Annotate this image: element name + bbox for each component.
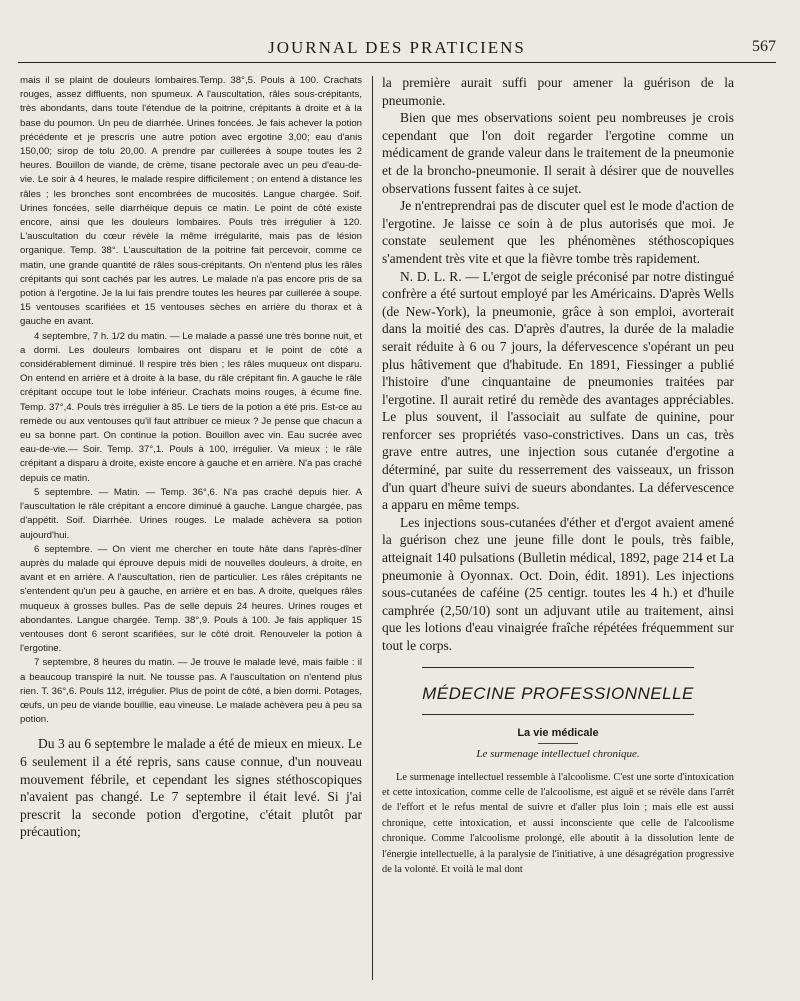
editor-note-paragraph: N. D. L. R. — L'ergot de seigle préconisé par notre distingué confrère a été surtout employé par les Américains. D'après Wells (de New-York), la pneumonie, grâce à son emploi, avorterait dans la moitié des cas. D'après d'autres, la durée de la maladie serait réduite à 6 ou 7 jours, la défervescence s'opérant un peu plus hâtivement que d'habitude. En 1891, Fiessinger a publié l'histoire d'une cinquantaine de pneumonies traitées par l'ergotine. Il aurait retiré du remède des avantages appréciables. Le plus souvent, il l'associait au sulfate de quinine, pour renforcer ses propriétés vaso-constrictives. Dans un cas, très grave entre autres, une injection sous cutanée d'ergotine a déterminé, par suite du resserrement des vaisseaux, un frisson d'un quart d'heure suivi de sueurs abondantes. La défervescence a apparu en même temps. <box>382 268 734 513</box>
observation-paragraph: 4 septembre, 7 h. 1/2 du matin. — Le malade a passé une très bonne nuit, et a dormi. Les douleurs lombaires ont disparu et le point de côté a considérablement diminué. Il respire très bien ; les râles muqueux ont disparu. On entend en arrière et à droite à la base, du râle crépitant fin. A gauche le râle crépitant occupe tout le lobe inférieur. Crachats moins rouges, à écume fine. Temp. 37°,4. Pouls très irrégulier à 85. Le tiers de la potion a été pris. Est-ce au remède ou aux ventouses qu'il faut attribuer ce mieux ? Je pense que chacun a eu sa bonne part. On continue la potion. Bouillon avec vin. Eau sucrée avec eau-de-vie.— Soir. Temp. 37°,1. Pouls à 100, irrégulier. Va mieux ; le râle crépitant a disparu à droite, existe encore à gauche et en arrière. N'a pas craché depuis ce matin. <box>20 330 362 484</box>
body-paragraph: Les injections sous-cutanées d'éther et d'ergot avaient amené la guérison chez une jeune fille dont le pouls, très faible, atteignait 140 pulsations (Bulletin médical, 1892, page 214 et La pneumonie à Oyonnax. Oct. Doin, édit. 1891). Les injections sous-cutanées de caféine (25 centigr. toutes les 4 h.) et d'huile camphrée (2,50/10) sont un adjuvant utile au traitement, ainsi que les lotions d'eau vinaigrée fraîche répétées fréquemment sur tout le corps. <box>382 514 734 653</box>
body-paragraph: la première aurait suffi pour amener la guérison de la pneumonie. <box>382 75 734 108</box>
case-observation-notes <box>20 74 362 727</box>
section-rule-top <box>422 667 694 668</box>
column-divider <box>372 76 373 980</box>
observation-paragraph: 5 septembre. — Matin. — Temp. 36°,6. N'a pas craché depuis hier. A l'auscultation le râle crépitant a encore diminué à gauche. Langue chargée, pas d'appétit. Soif. Diarrhée. Urines rouges. Le malade achèvera sa potion aujourd'hui. <box>20 486 362 541</box>
body-paragraph: Bien que mes observations soient peu nombreuses je crois cependant que l'on doit regarder l'ergotine comme un médicament de grande valeur dans le traitement de la pneumonie et de la broncho-pneumonie. Il serait à désirer que de nouvelles observations fussent faites à ce sujet. <box>382 110 734 196</box>
conclusion-text <box>382 74 734 655</box>
subsection-rule <box>538 743 578 744</box>
journal-title: JOURNAL DES PRATICIENS <box>268 38 526 57</box>
article-text <box>382 770 734 878</box>
body-paragraph: Du 3 au 6 septembre le malade a été de mieux en mieux. Le 6 seulement il a été repris, sans cause connue, d'un nouveau mouvement fébrile, et cependant les signes stéthoscopiques n'avaient pas changé. Le 7 septembre il était levé. Si j'ai prescrit la seconde potion d'ergotine, c'était plutôt par précaution; <box>20 736 362 840</box>
page-number: 567 <box>752 38 776 55</box>
section-title: MÉDECINE PROFESSIONNELLE <box>422 683 694 703</box>
case-summary <box>20 735 362 841</box>
observation-paragraph: 6 septembre. — On vient me chercher en toute hâte dans l'après-dîner auprès du malade qui éprouve depuis midi de nouvelles douleurs, à droite, en avant et en arrière. A l'auscultation, rien de particulier. Les râles crépitants ne s'entendent qu'un peu à gauche, en arrière et en bas. A droite, quelques râles muqueux à grosses bulles. Pas de selle depuis 24 heures. Urines rouges et abondantes. Langue chargée. Temp. 38°,9. Pouls à 100. Je fais appliquer 15 ventouses dont 6 seront scarifiées, sur le côté droit. Renouveler la potion à l'ergotine. <box>20 543 362 655</box>
observation-paragraph: mais il se plaint de douleurs lombaires.Temp. 38°,5. Pouls à 100. Crachats rouges, assez diffluents, non spumeux. A l'auscultation, râles sous-crépitants, très abondants, dans toute l'étendue de la poitrine, crépitants à droite et à la base du poumon. Un peu de diarrhée. Urines foncées. Je fais achever la potion précédente et je prescris une autre potion avec ergotine 3,00; eau d'anis 150,00; sirop de tolu 20,00. A prendre par cuillerées à soupe toutes les 2 heures. Bouillon de viande, de crème, tisane pectorale avec un peu d'eau-de-vie. Le soir à 4 heures, le malade respire difficilement ; on entend à distance les râles ; les bronches sont encombrées de mucosités. Langue chargée. Soif. Urines foncées, selle diarrhéique depuis ce matin. Le point de côté existe encore, ainsi que les douleurs lombaires. Pouls très irrégulier à 120. L'auscultation du cœur révèle la même irrégularité, mais pas de lésion organique. Temp. 38°. L'auscultation de la poitrine fait percevoir, comme ce matin, une grande quantité de râles sous-crépitants. On n'entend plus les râles crépitants qui sont cachés par les autres. Le malade n'a pas encore pris de sa potion à l'ergotine. Je la lui fais prendre toutes les heures par cuillerée à soupe. 15 ventouses scarifiées et 15 ventouses sèches en arrière du thorax et à gauche en avant. <box>20 75 362 328</box>
left-column <box>20 74 362 841</box>
body-paragraph: Le surmenage intellectuel ressemble à l'alcoolisme. C'est une sorte d'intoxication et cette intoxication, comme celle de l'alcoolisme, est aiguë et se révèle dans l'arrêt de l'effort et le refus mental de suivre et d'aller plus loin ; mais elle est aussi chronique, cette intoxication, et aussi inconsciente que celle de l'alcoolisme chronique. Comme l'alcoolisme prolongé, elle aboutit à la dissolution lente de l'énergie intellectuelle, à la paralysie de l'initiative, à une désagrégation progressive de la volonté. Et voilà le mal dont <box>382 771 734 876</box>
page-header <box>18 34 776 62</box>
header-rule <box>18 62 776 63</box>
section-rule-bottom <box>422 714 694 715</box>
body-paragraph: Je n'entreprendrai pas de discuter quel est le mode d'action de l'ergotine. Je laisse ce soin à de plus autorisés que moi. Je constate seulement que les phénomènes stéthoscopiques s'amendent très vite et que la fièvre tombe très rapidement. <box>382 198 734 266</box>
observation-paragraph: 7 septembre, 8 heures du matin. — Je trouve le malade levé, mais faible : il a beaucoup transpiré la nuit. Ne tousse pas. A l'auscultation on n'entend plus rien. T. 36°,6. Pouls 112, irrégulier. Plus de point de côté, a bien dormi. Potages, œufs, un peu de viande bouillie, eau vineuse. Le malade achèvera peu à peu sa potion. <box>20 657 362 726</box>
subsection-subtitle: Le surmenage intellectuel chronique. <box>476 747 640 760</box>
subsection-title: La vie médicale <box>517 726 599 739</box>
right-column <box>382 74 734 877</box>
